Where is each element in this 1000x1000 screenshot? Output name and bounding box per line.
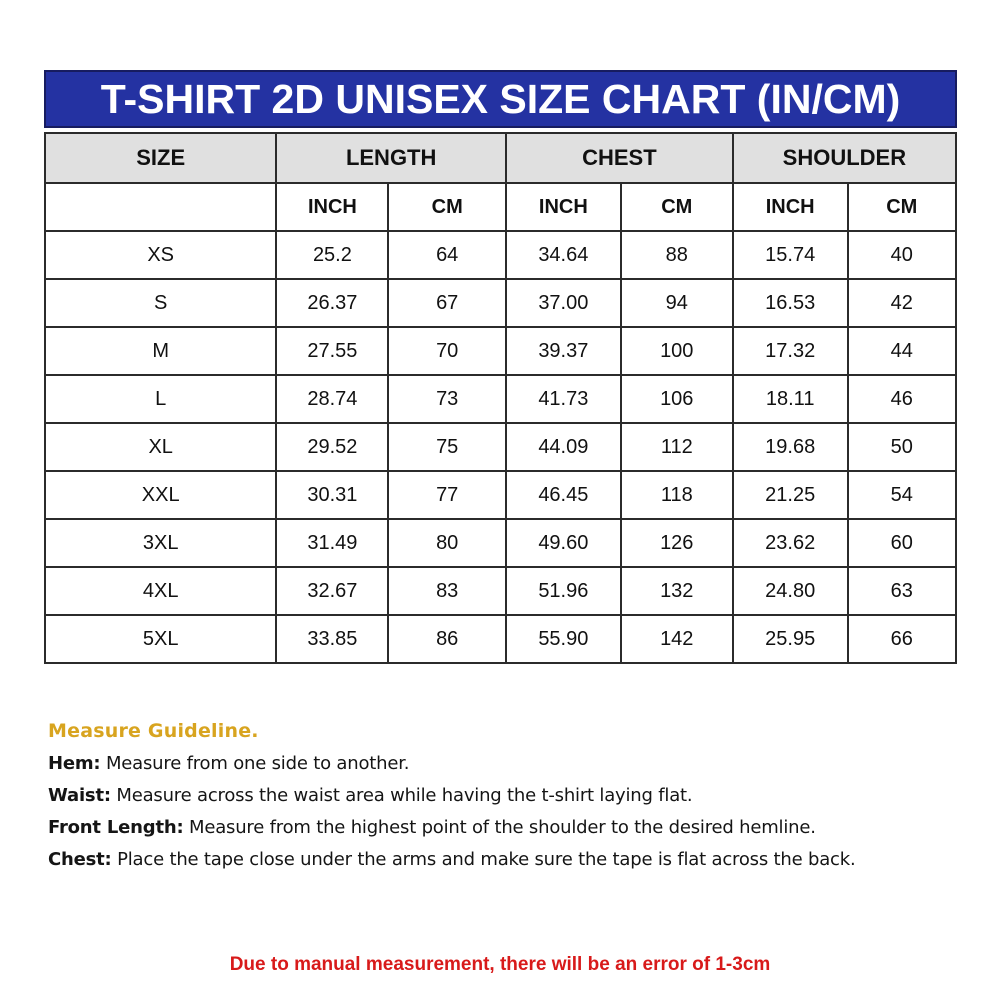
value-cell: 18.11 xyxy=(733,375,848,423)
size-cell: L xyxy=(45,375,276,423)
value-cell: 49.60 xyxy=(506,519,621,567)
guideline-label: Waist: xyxy=(48,785,111,806)
table-row-3xl xyxy=(45,519,956,567)
value-cell: 26.37 xyxy=(276,279,388,327)
value-cell: 21.25 xyxy=(733,471,848,519)
value-cell: 42 xyxy=(848,279,956,327)
value-cell: 33.85 xyxy=(276,615,388,663)
value-cell: 66 xyxy=(848,615,956,663)
guideline-hem xyxy=(48,753,958,774)
value-cell: 75 xyxy=(388,423,506,471)
table-row-5xl xyxy=(45,615,956,663)
value-cell: 44 xyxy=(848,327,956,375)
table-row-xxl xyxy=(45,471,956,519)
size-cell: 4XL xyxy=(45,567,276,615)
group-header-row xyxy=(45,133,956,183)
value-cell: 23.62 xyxy=(733,519,848,567)
value-cell: 51.96 xyxy=(506,567,621,615)
value-cell: 64 xyxy=(388,231,506,279)
table-row-xl xyxy=(45,423,956,471)
value-cell: 37.00 xyxy=(506,279,621,327)
value-cell: 86 xyxy=(388,615,506,663)
value-cell: 73 xyxy=(388,375,506,423)
guideline-text: Measure across the waist area while having the t-shirt laying flat. xyxy=(116,785,693,806)
chart-title-bar xyxy=(44,70,957,128)
size-cell: 5XL xyxy=(45,615,276,663)
guideline-label: Chest: xyxy=(48,849,112,870)
measurement-error-text: Due to manual measurement, there will be an error of 1-3cm xyxy=(229,954,771,975)
value-cell: 19.68 xyxy=(733,423,848,471)
value-cell: 55.90 xyxy=(506,615,621,663)
value-cell: 70 xyxy=(388,327,506,375)
guideline-waist xyxy=(48,785,958,806)
value-cell: 34.64 xyxy=(506,231,621,279)
value-cell: 54 xyxy=(848,471,956,519)
size-table xyxy=(44,132,957,664)
table-row-m xyxy=(45,327,956,375)
table-row-4xl xyxy=(45,567,956,615)
size-cell: XS xyxy=(45,231,276,279)
column-header-chest: CHEST xyxy=(506,133,733,183)
value-cell: 24.80 xyxy=(733,567,848,615)
value-cell: 60 xyxy=(848,519,956,567)
unit-header-shoulder-cm: CM xyxy=(848,183,956,231)
value-cell: 67 xyxy=(388,279,506,327)
value-cell: 118 xyxy=(621,471,733,519)
value-cell: 40 xyxy=(848,231,956,279)
value-cell: 142 xyxy=(621,615,733,663)
value-cell: 94 xyxy=(621,279,733,327)
unit-header-empty-cell xyxy=(45,183,276,231)
guideline-chest xyxy=(48,849,958,870)
value-cell: 15.74 xyxy=(733,231,848,279)
size-cell: S xyxy=(45,279,276,327)
guideline-text: Measure from the highest point of the shoulder to the desired hemline. xyxy=(189,817,816,838)
value-cell: 30.31 xyxy=(276,471,388,519)
column-header-size: SIZE xyxy=(45,133,276,183)
guideline-text: Measure from one side to another. xyxy=(105,753,410,774)
size-cell: XXL xyxy=(45,471,276,519)
value-cell: 88 xyxy=(621,231,733,279)
guideline-front-length xyxy=(48,817,958,838)
table-row-s xyxy=(45,279,956,327)
value-cell: 29.52 xyxy=(276,423,388,471)
chart-title: T-SHIRT 2D UNISEX SIZE CHART (IN/CM) xyxy=(100,75,901,122)
unit-header-length-cm: CM xyxy=(388,183,506,231)
guidelines-heading: Measure Guideline. xyxy=(48,720,259,742)
value-cell: 46 xyxy=(848,375,956,423)
size-cell: M xyxy=(45,327,276,375)
value-cell: 27.55 xyxy=(276,327,388,375)
size-cell: 3XL xyxy=(45,519,276,567)
value-cell: 50 xyxy=(848,423,956,471)
guideline-text: Place the tape close under the arms and make sure the tape is flat across the back. xyxy=(117,849,856,870)
unit-header-row xyxy=(45,183,956,231)
unit-header-length-inch: INCH xyxy=(276,183,388,231)
value-cell: 63 xyxy=(848,567,956,615)
unit-header-shoulder-inch: INCH xyxy=(733,183,848,231)
column-header-length: LENGTH xyxy=(276,133,506,183)
value-cell: 83 xyxy=(388,567,506,615)
table-row-l xyxy=(45,375,956,423)
value-cell: 32.67 xyxy=(276,567,388,615)
value-cell: 31.49 xyxy=(276,519,388,567)
value-cell: 17.32 xyxy=(733,327,848,375)
guideline-label: Front Length: xyxy=(48,817,184,838)
guideline-label: Hem: xyxy=(48,753,101,774)
value-cell: 80 xyxy=(388,519,506,567)
value-cell: 25.2 xyxy=(276,231,388,279)
value-cell: 25.95 xyxy=(733,615,848,663)
value-cell: 132 xyxy=(621,567,733,615)
unit-header-chest-inch: INCH xyxy=(506,183,621,231)
size-cell: XL xyxy=(45,423,276,471)
value-cell: 44.09 xyxy=(506,423,621,471)
value-cell: 16.53 xyxy=(733,279,848,327)
value-cell: 100 xyxy=(621,327,733,375)
value-cell: 106 xyxy=(621,375,733,423)
value-cell: 46.45 xyxy=(506,471,621,519)
table-row-xs xyxy=(45,231,956,279)
value-cell: 28.74 xyxy=(276,375,388,423)
column-header-shoulder: SHOULDER xyxy=(733,133,956,183)
measurement-error-note xyxy=(0,954,1000,976)
size-chart xyxy=(44,70,957,664)
measure-guidelines xyxy=(48,720,958,870)
value-cell: 39.37 xyxy=(506,327,621,375)
value-cell: 112 xyxy=(621,423,733,471)
unit-header-chest-cm: CM xyxy=(621,183,733,231)
value-cell: 77 xyxy=(388,471,506,519)
value-cell: 126 xyxy=(621,519,733,567)
value-cell: 41.73 xyxy=(506,375,621,423)
